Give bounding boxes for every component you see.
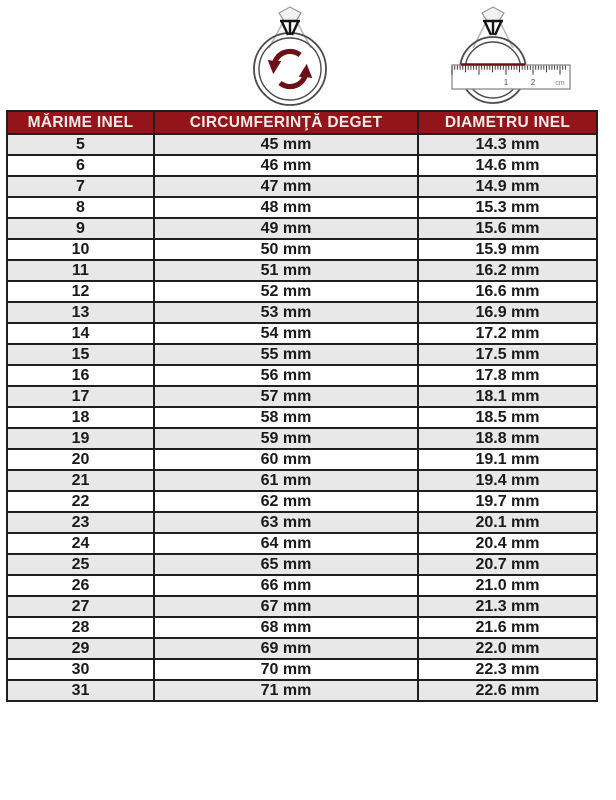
- circumference-cell: 52 mm: [154, 281, 418, 302]
- diameter-cell: 19.4 mm: [418, 470, 597, 491]
- size-cell: 31: [7, 680, 154, 701]
- diameter-cell: 15.9 mm: [418, 239, 597, 260]
- table-row: [7, 386, 597, 407]
- table-row: [7, 218, 597, 239]
- circumference-cell: 68 mm: [154, 617, 418, 638]
- diameter-cell: 14.3 mm: [418, 134, 597, 155]
- diameter-cell: 16.6 mm: [418, 281, 597, 302]
- circumference-cell: 62 mm: [154, 491, 418, 512]
- size-cell: 14: [7, 323, 154, 344]
- size-cell: 24: [7, 533, 154, 554]
- circumference-cell: 61 mm: [154, 470, 418, 491]
- diamond-icon: [279, 7, 301, 21]
- size-cell: 26: [7, 575, 154, 596]
- circumference-cell: 60 mm: [154, 449, 418, 470]
- table-row: [7, 596, 597, 617]
- table-row: [7, 260, 597, 281]
- ruler-label-1: 1: [503, 78, 509, 87]
- size-cell: 10: [7, 239, 154, 260]
- ruler-label-cm: cm: [555, 80, 565, 87]
- size-cell: 29: [7, 638, 154, 659]
- size-cell: 30: [7, 659, 154, 680]
- table-row: [7, 176, 597, 197]
- circumference-cell: 66 mm: [154, 575, 418, 596]
- diameter-cell: 18.8 mm: [418, 428, 597, 449]
- size-cell: 16: [7, 365, 154, 386]
- diameter-cell: 19.1 mm: [418, 449, 597, 470]
- diameter-cell: 19.7 mm: [418, 491, 597, 512]
- diameter-cell: 22.6 mm: [418, 680, 597, 701]
- circumference-cell: 46 mm: [154, 155, 418, 176]
- circumference-cell: 56 mm: [154, 365, 418, 386]
- table-row: [7, 239, 597, 260]
- size-cell: 21: [7, 470, 154, 491]
- diameter-cell: 20.1 mm: [418, 512, 597, 533]
- ring-size-table: [6, 110, 598, 702]
- diameter-cell: 21.6 mm: [418, 617, 597, 638]
- size-cell: 25: [7, 554, 154, 575]
- diameter-cell: 15.3 mm: [418, 197, 597, 218]
- table-body: [7, 134, 597, 701]
- table-row: [7, 449, 597, 470]
- table-row: [7, 302, 597, 323]
- circumference-cell: 53 mm: [154, 302, 418, 323]
- table-row: [7, 134, 597, 155]
- col-header-diameter: DIAMETRU INEL: [418, 111, 597, 134]
- diameter-cell: 15.6 mm: [418, 218, 597, 239]
- circumference-cell: 71 mm: [154, 680, 418, 701]
- table-row: [7, 512, 597, 533]
- size-cell: 28: [7, 617, 154, 638]
- size-cell: 7: [7, 176, 154, 197]
- size-cell: 19: [7, 428, 154, 449]
- diamond-icon: [482, 7, 504, 21]
- diameter-cell: 22.0 mm: [418, 638, 597, 659]
- circumference-cell: 64 mm: [154, 533, 418, 554]
- ring-circumference-icon: [238, 6, 342, 106]
- circumference-cell: 65 mm: [154, 554, 418, 575]
- diameter-cell: 20.4 mm: [418, 533, 597, 554]
- table-row: [7, 155, 597, 176]
- table-row: [7, 575, 597, 596]
- circumference-cell: 69 mm: [154, 638, 418, 659]
- circumference-cell: 57 mm: [154, 386, 418, 407]
- circumference-cell: 67 mm: [154, 596, 418, 617]
- circumference-cell: 59 mm: [154, 428, 418, 449]
- table-row: [7, 680, 597, 701]
- size-cell: 12: [7, 281, 154, 302]
- table-row: [7, 659, 597, 680]
- size-cell: 22: [7, 491, 154, 512]
- diameter-cell: 21.3 mm: [418, 596, 597, 617]
- table-row: [7, 470, 597, 491]
- diameter-cell: 17.8 mm: [418, 365, 597, 386]
- size-cell: 11: [7, 260, 154, 281]
- size-cell: 5: [7, 134, 154, 155]
- circumference-cell: 55 mm: [154, 344, 418, 365]
- table-row: [7, 533, 597, 554]
- header-illustrations: [0, 0, 616, 108]
- size-cell: 27: [7, 596, 154, 617]
- col-header-size: MĂRIME INEL: [7, 111, 154, 134]
- diameter-cell: 14.6 mm: [418, 155, 597, 176]
- table-row: [7, 407, 597, 428]
- circumference-cell: 47 mm: [154, 176, 418, 197]
- table-row: [7, 197, 597, 218]
- col-header-circumference: CIRCUMFERINŢĂ DEGET: [154, 111, 418, 134]
- circumference-cell: 45 mm: [154, 134, 418, 155]
- table-row: [7, 281, 597, 302]
- diameter-cell: 14.9 mm: [418, 176, 597, 197]
- diameter-cell: 16.2 mm: [418, 260, 597, 281]
- circumference-cell: 50 mm: [154, 239, 418, 260]
- size-cell: 23: [7, 512, 154, 533]
- diameter-cell: 16.9 mm: [418, 302, 597, 323]
- diameter-cell: 22.3 mm: [418, 659, 597, 680]
- ruler-icon: [452, 65, 570, 89]
- diameter-cell: 18.1 mm: [418, 386, 597, 407]
- table-row: [7, 428, 597, 449]
- ring-diameter-icon: [438, 6, 584, 106]
- table-row: [7, 323, 597, 344]
- circumference-cell: 54 mm: [154, 323, 418, 344]
- diameter-cell: 17.5 mm: [418, 344, 597, 365]
- size-cell: 13: [7, 302, 154, 323]
- circumference-cell: 58 mm: [154, 407, 418, 428]
- circumference-cell: 51 mm: [154, 260, 418, 281]
- table-row: [7, 365, 597, 386]
- size-cell: 8: [7, 197, 154, 218]
- circumference-cell: 49 mm: [154, 218, 418, 239]
- size-cell: 15: [7, 344, 154, 365]
- diameter-cell: 20.7 mm: [418, 554, 597, 575]
- size-cell: 6: [7, 155, 154, 176]
- size-cell: 9: [7, 218, 154, 239]
- circumference-cell: 63 mm: [154, 512, 418, 533]
- table-row: [7, 554, 597, 575]
- table-row: [7, 491, 597, 512]
- rotation-arrows-icon: [274, 51, 306, 86]
- table-row: [7, 638, 597, 659]
- ruler-label-2: 2: [530, 78, 536, 87]
- diameter-cell: 18.5 mm: [418, 407, 597, 428]
- table-row: [7, 617, 597, 638]
- table-header-row: [7, 111, 597, 134]
- diameter-cell: 17.2 mm: [418, 323, 597, 344]
- size-cell: 20: [7, 449, 154, 470]
- size-cell: 18: [7, 407, 154, 428]
- diameter-cell: 21.0 mm: [418, 575, 597, 596]
- size-cell: 17: [7, 386, 154, 407]
- table-row: [7, 344, 597, 365]
- circumference-cell: 48 mm: [154, 197, 418, 218]
- circumference-cell: 70 mm: [154, 659, 418, 680]
